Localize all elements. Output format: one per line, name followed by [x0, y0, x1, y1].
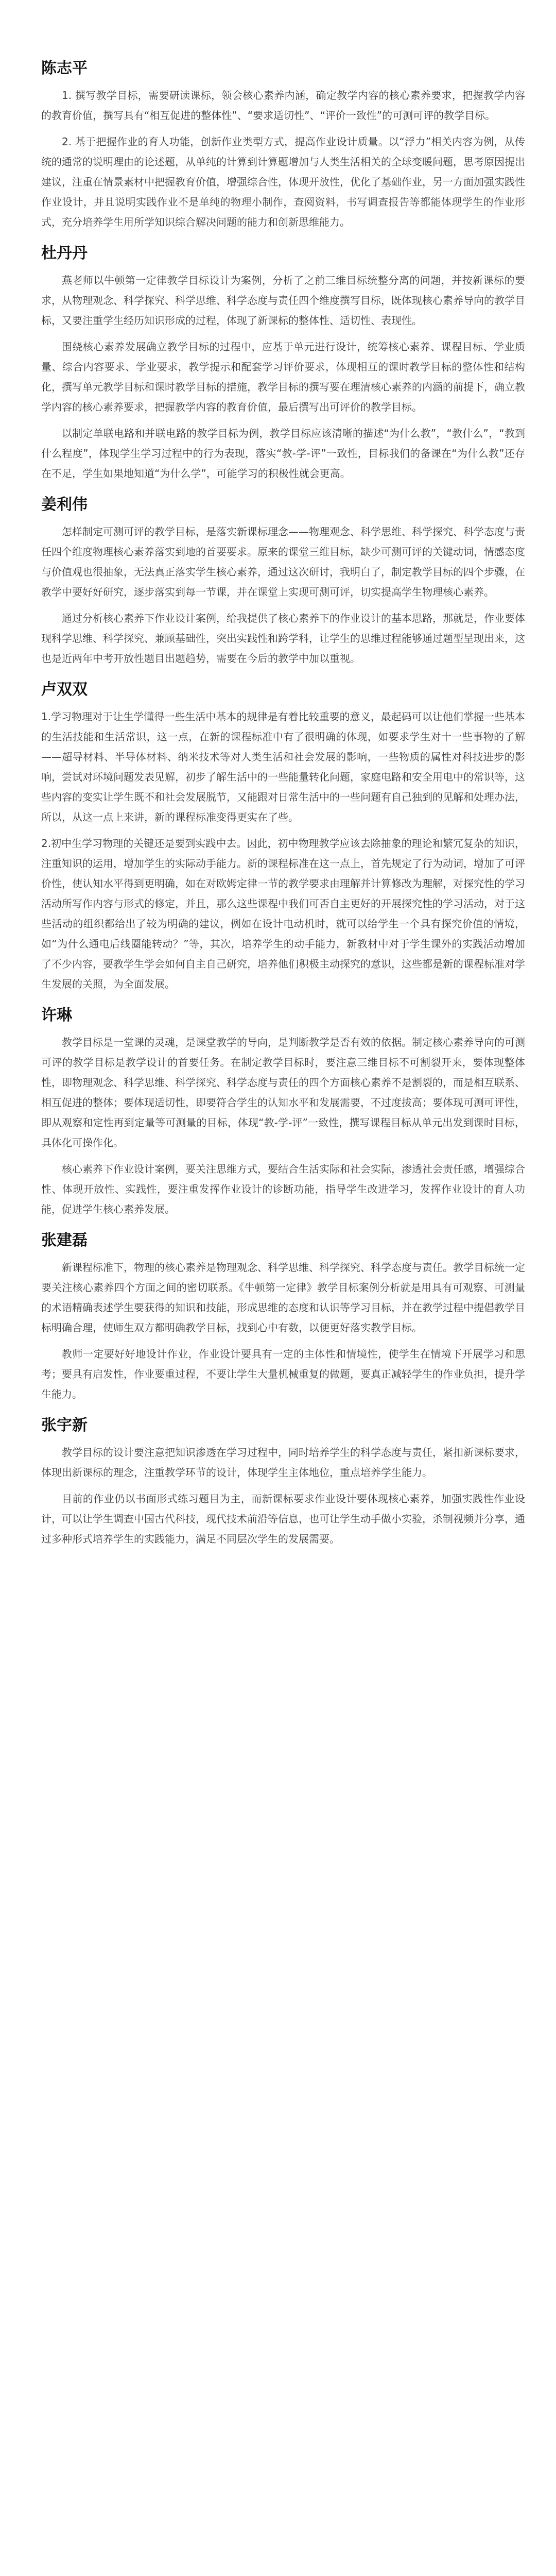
comment-paragraph: 以制定单联电路和并联电路的教学目标为例，教学目标应该清晰的描述“为什么教”，“教什么”，“教到什么程度”，体现学生学习过程中的行为表现，落实“教-学-评”一致性，目标我们的备课在“为什么教”还存在不足，学生如果地知道“为什么学”，可能学习的积极性就会更高。 [41, 427, 525, 480]
comment-section [41, 678, 525, 994]
comment-paragraph: 新课程标准下，物理的核心素养是物理观念、科学思维、科学探究、科学态度与责任。教学目标统一定要关注核心素养四个方面之间的密切联系。《牛顿第一定律》教学目标案例分析就是用具有可观察、可测量的术语精确表述学生要获得的知识和技能，形成思维的态度和认识等学习目标，并在教学过程中提倡教学目标明确合理，使师生双方都明确教学目标，找到心中有数，以便更好落实教学目标。 [41, 1261, 525, 1334]
author-name: 姜利伟 [41, 496, 88, 514]
comment-paragraph: 2.初中生学习物理的关键还是要到实践中去。因此，初中物理教学应该去除抽象的理论和繁冗复杂的知识，注重知识的运用，增加学生的实际动手能力。新的课程标准在这一点上，首先规定了行为动词，增加了可评价性，使认知水平得到更明确，如在对欧姆定律一节的教学要求由理解并计算修改为理解，对探究性的学习活动所写作内容与形式的修定，并且，那么这些课程中我们可否自主更好的开展探究性的学习活动，对于这些活动的组织都给出了较为明确的建议，例如在设计电动机时，就可以给学生一个具有探究价值的情境，如“为什么通电后线圈能转动？”等，其次，培养学生的动手能力，新教材中对于学生课外的实践活动增加了不少内容，要教学生学会如何自主自己研究，培养他们积极主动探究的意识，这些都是新的课程标准对学生发展的关照，为全面发展。 [41, 837, 525, 990]
comment-paragraph: 怎样制定可测可评的教学目标，是落实新课标理念——物理观念、科学思维、科学探究、科学态度与责任四个维度物理核心素养落实到地的首要要求。原来的课堂三维目标，缺少可测可评的关键动词，情感态度与价值观也很抽象，无法真正落实学生核心素养，通过这次研讨，我明白了，制定教学目标的四个步骤，在教学中要好好研究，逐步落实到每一节课，并在课堂上实现可测可评，切实提高学生物理核心素养。 [41, 526, 525, 598]
comment-paragraph: 燕老师以牛顿第一定律教学目标设计为案例，分析了之前三维目标统整分离的问题，并按新课标的要求，从物理观念、科学探究、科学思维、科学态度与责任四个维度撰写目标，既体现核心素养导向的教学目标，又要注重学生经历知识形成的过程，体现了新课标的整体性、适切性、表现性。 [41, 274, 525, 327]
comment-paragraph: 教学目标是一堂课的灵魂，是课堂教学的导向，是判断教学是否有效的依据。制定核心素养导向的可测可评的教学目标是教学设计的首要任务。在制定教学目标时，要注意三维目标不可割裂开来，要体现整体性，即物理观念、科学思维、科学探究、科学态度与责任的四个方面核心素养不是割裂的，而是相互联系、相互促进的整体；要体现适切性，即要符合学生的认知水平和发展需要，不过度拔高；要体现可测可评性，即从观察和定性再到定量等可测量的目标，体现“教-学-评”一致性，撰写课程目标从单元出发到课时目标，具体化可操作化。 [41, 1036, 525, 1149]
author-name: 张建磊 [41, 1231, 88, 1249]
comment-section [41, 242, 525, 484]
author-name: 许琳 [41, 1006, 72, 1024]
comment-paragraph: 核心素养下作业设计案例，要关注思维方式，要结合生活实际和社会实际，渗透社会责任感，增强综合性、体现开放性、实践性，要注重发挥作业设计的诊断功能，指导学生改进学习，发挥作业设计的育人功能，促进学生核心素养发展。 [41, 1163, 525, 1215]
comment-section [41, 493, 525, 669]
comment-section [41, 1414, 525, 1549]
comment-paragraph: 通过分析核心素养下作业设计案例，给我提供了核心素养下的作业设计的基本思路，那就是，作业要体现科学思维、科学探究、兼顾基础性，突出实践性和跨学科，让学生的思维过程能够通过题型呈现出来，这也是近两年中考开放性题目出题趋势，需要在今后的教学中加以重视。 [41, 612, 525, 665]
comment-section [41, 1229, 525, 1404]
author-name: 杜丹丹 [41, 244, 88, 262]
comment-paragraph: 教师一定要好好地设计作业，作业设计要具有一定的主体性和情境性，使学生在情境下开展学习和思考；要具有启发性，作业要重过程，不要让学生大量机械重复的做题，要真正减轻学生的作业负担，提升学生能力。 [41, 1348, 525, 1400]
comment-paragraph: 目前的作业仍以书面形式练习题目为主，而新课标要求作业设计要体现核心素养，加强实践性作业设计，可以让学生调查中国古代科技，现代技术前沿等信息，也可让学生动手做小实验，杀制视频并分享，通过多种形式培养学生的实践能力，满足不同层次学生的发展需要。 [41, 1493, 525, 1545]
comment-paragraph: 围绕核心素养发展确立教学目标的过程中，应基于单元进行设计，统筹核心素养、课程目标、学业质量、综合内容要求、学业要求，教学提示和配套学习评价要求，体现相互的课时教学目标的整体性和结构化，撰写单元教学目标和课时教学目标的措施，教学目标的撰写要在理清核心素养的内涵的前提下，确立教学内容的核心素养要求，把握教学内容的教育价值，最后撰写出可评价的教学目标。 [41, 341, 525, 413]
comment-section [41, 1004, 525, 1219]
comment-paragraph: 1. 撰写教学目标，需要研读课标，领会核心素养内涵，确定教学内容的核心素养要求，把握教学内容的教育价值，撰写具有“相互促进的整体性”、“要求适切性”、“评价一致性”的可测可评的教学目标。 [41, 89, 525, 122]
author-name: 陈志平 [41, 59, 88, 77]
author-name: 张宇新 [41, 1416, 88, 1434]
comment-paragraph: 教学目标的设计要注意把知识渗透在学习过程中，同时培养学生的科学态度与责任，紧扣新课标要求，体现出新课标的理念，注重教学环节的设计，体现学生主体地位，重点培养学生能力。 [41, 1446, 525, 1479]
comment-paragraph: 2. 基于把握作业的育人功能，创新作业类型方式，提高作业设计质量。以“浮力”相关内容为例，从传统的通常的说明理由的论述题，从单纯的计算到计算题增加与人类生活相关的全球变暖问题，思考原因提出建议，注重在情景素材中把握教育价值，增强综合性，体现开放性，优化了基础作业，另一方面加强实践性作业设计，并且说明实践作业不是单纯的物理小制作，查阅资料，书写调查报告等都能体现学生的作业形式，充分培养学生用所学知识综合解决问题的能力和创新思维能力。 [41, 135, 525, 228]
author-name: 卢双双 [41, 681, 88, 699]
comment-section [41, 57, 525, 232]
comment-paragraph: 1.学习物理对于让生学懂得一些生活中基本的规律是有着比较重要的意义，最起码可以让他们掌握一些基本的生活技能和生活常识，这一点，在新的课程标准中有了很明确的体现，如要求学生对十一些事物的了解——超导材料、半导体材料、纳米技术等对人类生活和社会发展的影响，一些物质的属性对科技进步的影响，尝试对环境问题发表见解，初步了解生活中的一些能量转化问题，家庭电路和安全用电中的常识等，这些内容的变实让学生既不和社会发展脱节，又能跟对日常生活中的一些问题有自己独到的见解和处理办法，所以，从这一点上来讲，新的课程标准变得更实在了些。 [41, 710, 525, 823]
